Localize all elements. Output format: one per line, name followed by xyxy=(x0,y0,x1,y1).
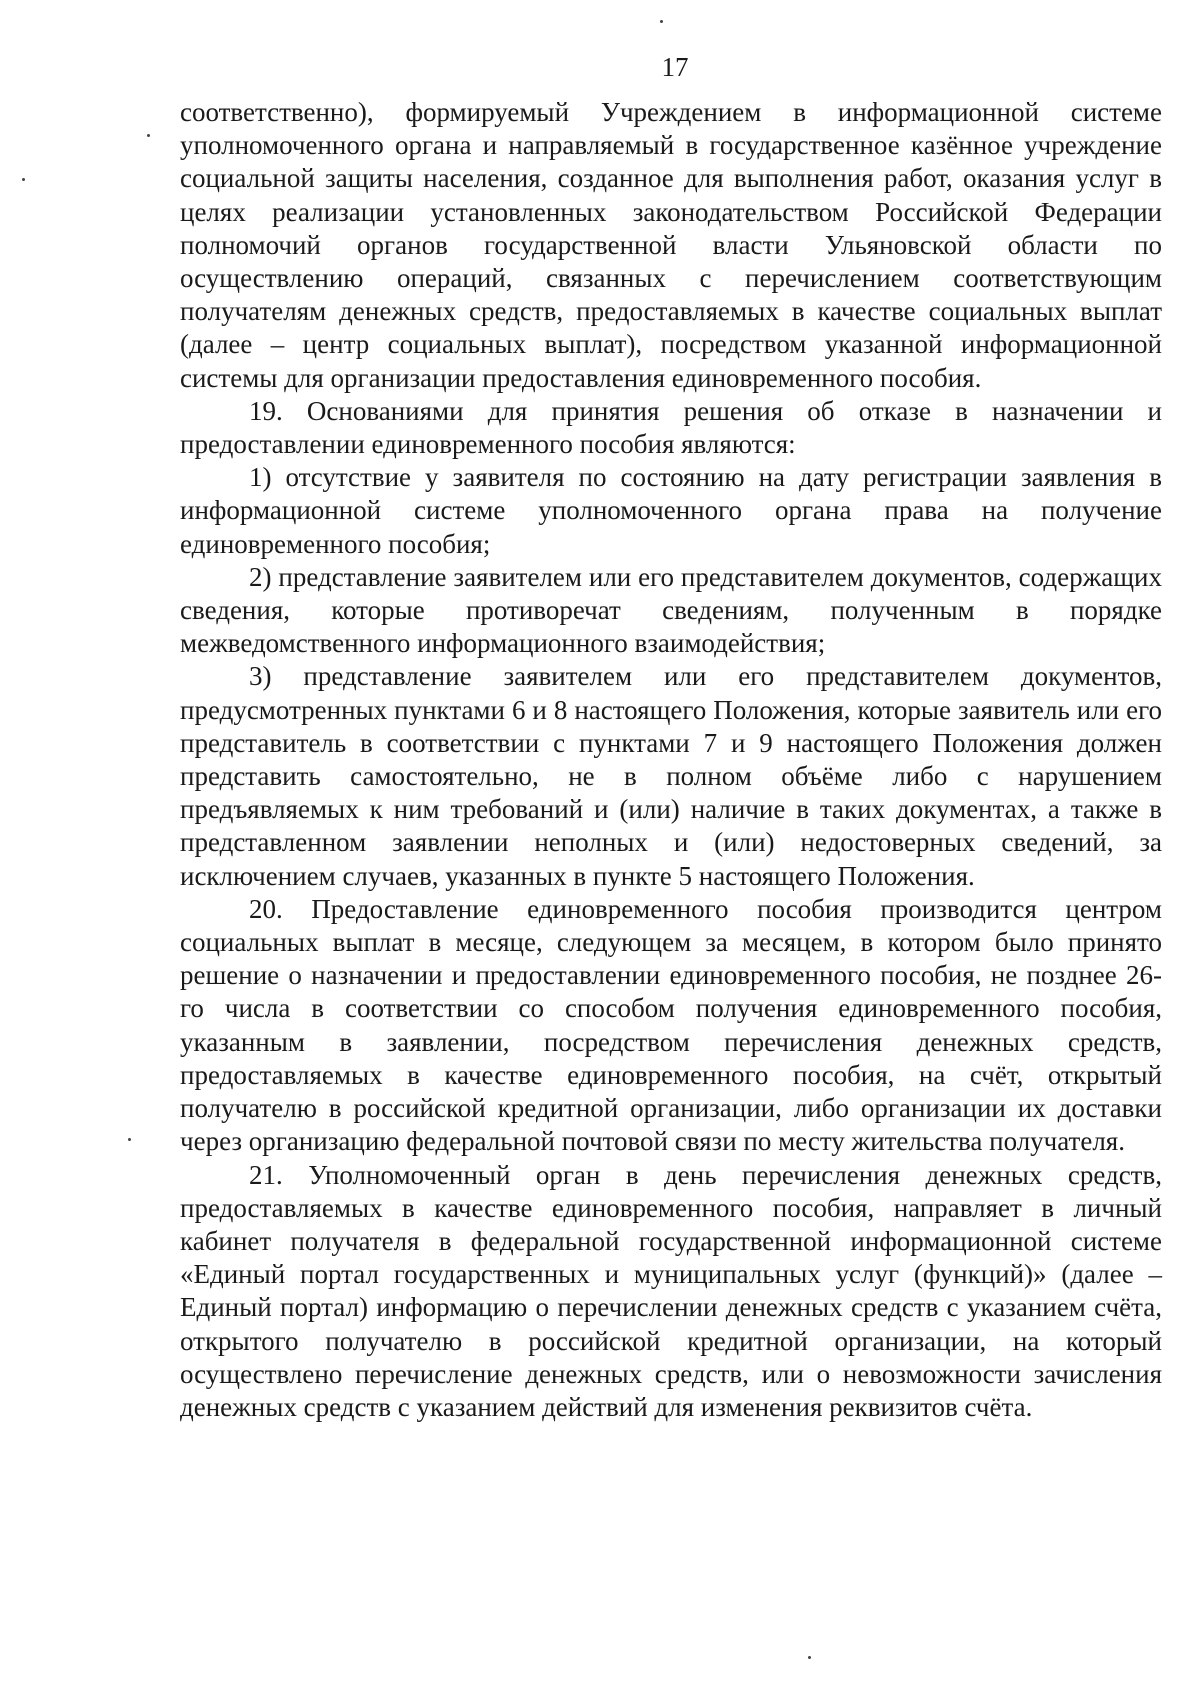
scan-speck xyxy=(22,178,25,181)
scan-speck xyxy=(147,134,150,137)
scan-speck xyxy=(128,1138,131,1141)
paragraph-19-item-1: 1) отсутствие у заявителя по состоянию на дату регистрации заявления в информационной системе уполномоченного органа права на получение единовременного пособия; xyxy=(180,462,1162,559)
paragraph-19: 19. Основаниями для принятия решения об отказе в назначении и предоставлении единовременного пособия являются: xyxy=(180,395,1162,460)
paragraph-21: 21. Уполномоченный орган в день перечисления денежных средств, предоставляемых в качестве единовременного пособия, направляет в личный кабинет получателя в федеральной государственной информационной системе «Единый портал государственных и муниципальных услуг (функций)» (далее – Единый портал) информацию о перечислении денежных средств с указанием счёта, открытого получателю в российской кредитной организации, на который осуществлено перечисление денежных средств, или о невозможности зачисления денежных средств с указанием действий для изменения реквизитов счёта. xyxy=(180,1159,1162,1422)
document-body xyxy=(180,96,1162,1424)
page-number: 17 xyxy=(661,52,689,82)
paragraph-19-item-3: 3) представление заявителем или его представителем документов, предусмотренных пунктами 6 и 8 настоящего Положения, которые заявитель или его представитель в соответствии с пунктами 7 и 9 настоящего Положения должен представить самостоятельно, не в полном объёме либо с нарушением предъявляемых к ним требований и (или) наличие в таких документах, а также в представленном заявлении неполных и (или) недостоверных сведений, за исключением случаев, указанных в пункте 5 настоящего Положения. xyxy=(180,661,1162,891)
scan-speck xyxy=(660,20,663,23)
paragraph-20: 20. Предоставление единовременного пособия производится центром социальных выплат в месяце, следующем за месяцем, в котором было принято решение о назначении и предоставлении единовременного пособия, не позднее 26-го числа в соответствии со способом получения единовременного пособия, указанным в заявлении, посредством перечисления денежных средств, предоставляемых в качестве единовременного пособия, на счёт, открытый получателю в российской кредитной организации, либо организации их доставки через организацию федеральной почтовой связи по месту жительства получателя. xyxy=(180,893,1162,1157)
paragraph-19-item-2: 2) представление заявителем или его представителем документов, содержащих сведения, которые противоречат сведениям, полученным в порядке межведомственного информационного взаимодействия; xyxy=(180,561,1162,659)
scan-speck xyxy=(808,1656,811,1659)
paragraph-continuation: соответственно), формируемый Учреждением в информационной системе уполномоченного органа и направляемый в государственное казённое учреждение социальной защиты населения, созданное для выполнения работ, оказания услуг в целях реализации установленных законодательством Российской Федерации полномочий органов государственной власти Ульяновской области по осуществлению операций, связанных с перечислением соответствующим получателям денежных средств, предоставляемых в качестве социальных выплат (далее – центр социальных выплат), посредством указанной информационной системы для организации предоставления единовременного пособия. xyxy=(180,97,1162,393)
